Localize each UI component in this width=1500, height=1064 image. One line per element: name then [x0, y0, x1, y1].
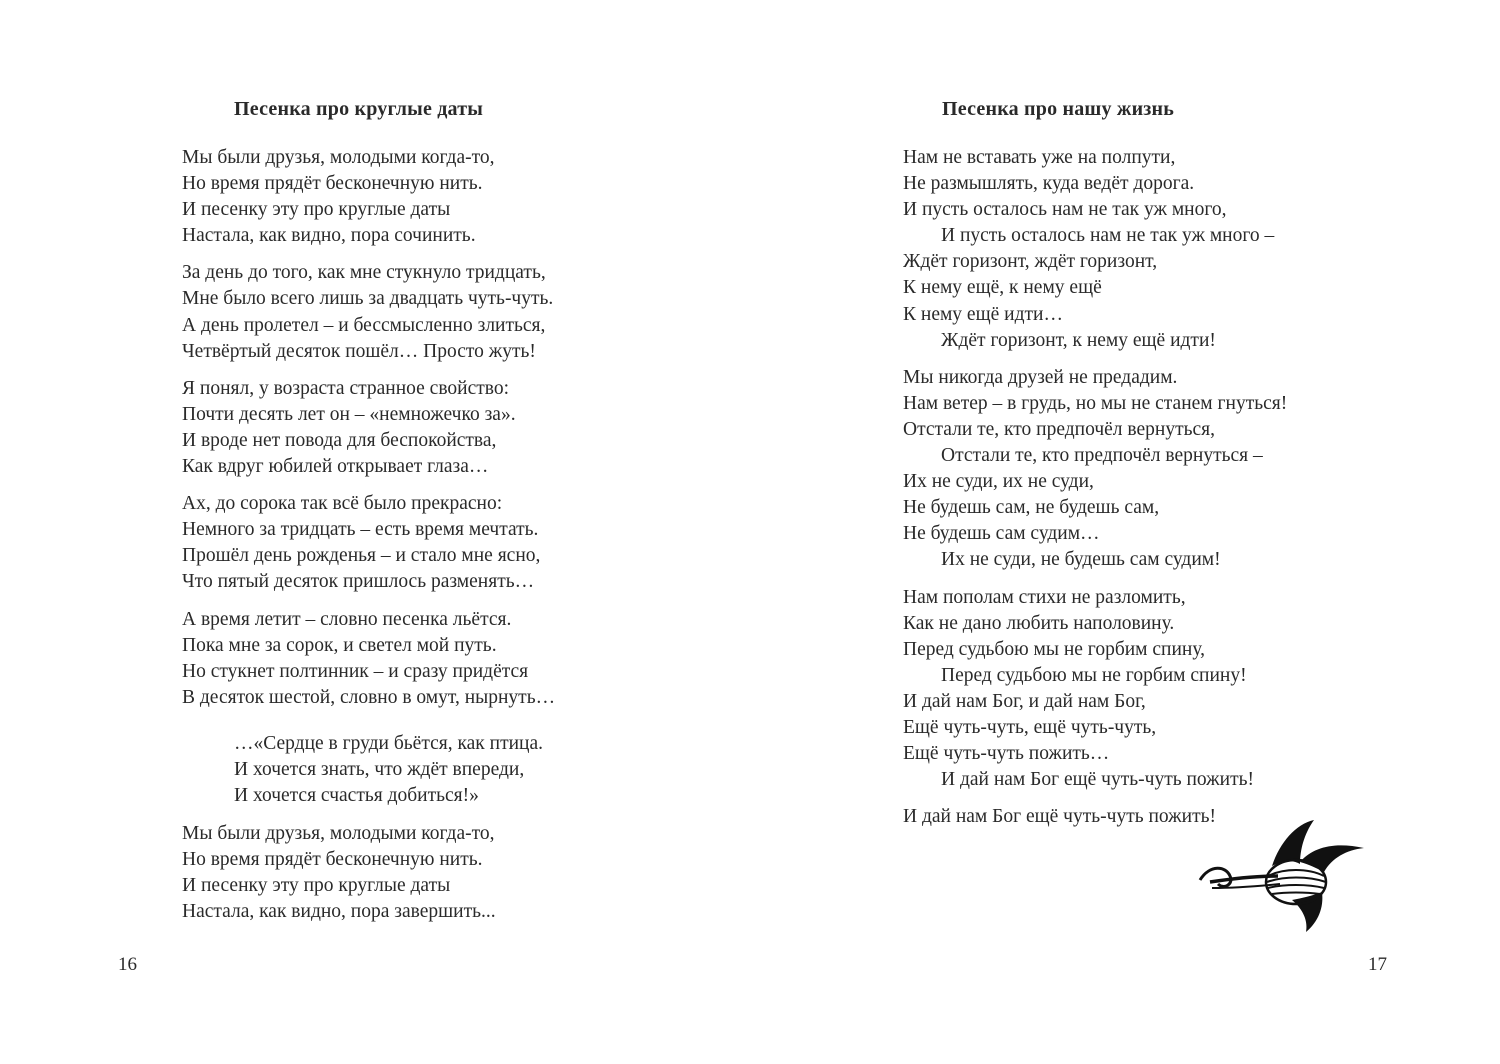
poem-line: Немного за тридцать – есть время мечтать. — [182, 519, 539, 541]
poem-line: Но время прядёт бесконечную нить. — [182, 173, 483, 195]
poem-title: Песенка про круглые даты — [234, 98, 484, 120]
poem-line: А день пролетел – и бессмысленно злиться, — [182, 314, 546, 336]
stanza — [903, 145, 1287, 354]
stanza — [182, 821, 555, 925]
poem-line: Как не дано любить наполовину. — [903, 612, 1175, 634]
poem-line: Я понял, у возраста странное свойство: — [182, 377, 509, 399]
poem-line: Но время прядёт бесконечную нить. — [182, 849, 483, 871]
poem-line: Прошёл день рожденья – и стало мне ясно, — [182, 545, 541, 567]
poem-line: И песенку эту про круглые даты — [182, 875, 451, 897]
poem-title: Песенка про нашу жизнь — [942, 98, 1175, 120]
poem-line: И вроде нет повода для беспокойства, — [182, 429, 497, 451]
page-number: 16 — [118, 954, 137, 975]
poem-line: Перед судьбою мы не горбим спину, — [903, 638, 1206, 660]
poem-line: Настала, как видно, пора сочинить. — [182, 225, 476, 247]
poem-line: И дай нам Бог ещё чуть-чуть пожить! — [903, 806, 1216, 828]
poem-line: Их не суди, не будешь сам судим! — [941, 549, 1221, 571]
poem-line: Не будешь сам судим… — [903, 523, 1100, 545]
poem-line: …«Сердце в груди бьётся, как птица. — [234, 732, 544, 754]
refrain-stanza — [182, 731, 555, 809]
poem-line: Пока мне за сорок, и светел мой путь. — [182, 634, 497, 656]
poem-line: И дай нам Бог, и дай нам Бог, — [903, 690, 1146, 712]
poem-line: Мы были друзья, молодыми когда-то, — [182, 823, 495, 845]
poem-line: В десяток шестой, словно в омут, нырнуть… — [182, 686, 556, 708]
poem-line: Мы никогда друзей не предадим. — [903, 366, 1178, 388]
stanza — [182, 260, 555, 364]
page-number: 17 — [1368, 954, 1387, 975]
stanza — [182, 491, 555, 595]
poem-line: К нему ещё идти… — [903, 303, 1063, 325]
poem-line: Ах, до сорока так всё было прекрасно: — [182, 493, 503, 515]
poem-line: Ещё чуть-чуть, ещё чуть-чуть, — [903, 716, 1157, 738]
poem-line: Ждёт горизонт, к нему ещё идти! — [941, 329, 1216, 351]
poem-line: Нам пополам стихи не разломить, — [903, 586, 1186, 608]
poem-line: И хочется счастья добиться!» — [234, 785, 479, 807]
poem-line: И дай нам Бог ещё чуть-чуть пожить! — [941, 769, 1254, 791]
poem-line: И песенку эту про круглые даты — [182, 199, 451, 221]
stanza — [182, 145, 555, 249]
poem-line: Ещё чуть-чуть пожить… — [903, 743, 1110, 765]
poem-line: К нему ещё, к нему ещё — [903, 277, 1102, 299]
stanza — [182, 376, 555, 480]
swallow-ornament-icon — [1196, 818, 1366, 934]
poem-line: Не будешь сам, не будешь сам, — [903, 497, 1160, 519]
poem-line: Настала, как видно, пора завершить... — [182, 901, 496, 923]
poem-line: Четвёртый десяток пошёл… Просто жуть! — [182, 340, 536, 362]
poem-line: Нам не вставать уже на полпути, — [903, 147, 1176, 168]
poem-line: И пусть осталось нам не так уж много, — [903, 199, 1227, 221]
poem-line: Нам ветер – в грудь, но мы не станем гнуться! — [903, 392, 1288, 414]
poem-line: Мне было всего лишь за двадцать чуть-чуть. — [182, 288, 554, 310]
poem-line: А время летит – словно песенка льётся. — [182, 608, 512, 630]
poem-body — [903, 145, 1287, 841]
poem-line: Отстали те, кто предпочёл вернуться – — [941, 445, 1263, 467]
poem-body — [182, 145, 555, 937]
poem-line: Отстали те, кто предпочёл вернуться, — [903, 418, 1216, 440]
poem-line: Их не суди, их не суди, — [903, 471, 1094, 493]
poem-line: Как вдруг юбилей открывает глаза… — [182, 456, 489, 478]
stanza — [182, 607, 555, 711]
poem-line: Ждёт горизонт, ждёт горизонт, — [903, 251, 1158, 273]
poem-line: Мы были друзья, молодыми когда-то, — [182, 147, 495, 168]
stanza — [903, 365, 1287, 574]
poem-line: Не размышлять, куда ведёт дорога. — [903, 173, 1195, 195]
poem-line: Почти десять лет он – «немножечко за». — [182, 403, 516, 425]
stanza — [903, 585, 1287, 794]
poem-line: И пусть осталось нам не так уж много – — [941, 225, 1275, 247]
poem-line: Что пятый десяток пришлось разменять… — [182, 571, 535, 593]
right-page — [750, 0, 1500, 1064]
poem-line: Но стукнет полтинник – и сразу придётся — [182, 660, 529, 682]
poem-line: Перед судьбою мы не горбим спину! — [941, 664, 1247, 686]
poem-line: И хочется знать, что ждёт впереди, — [234, 758, 525, 780]
poem-line: За день до того, как мне стукнуло тридцать, — [182, 262, 546, 284]
